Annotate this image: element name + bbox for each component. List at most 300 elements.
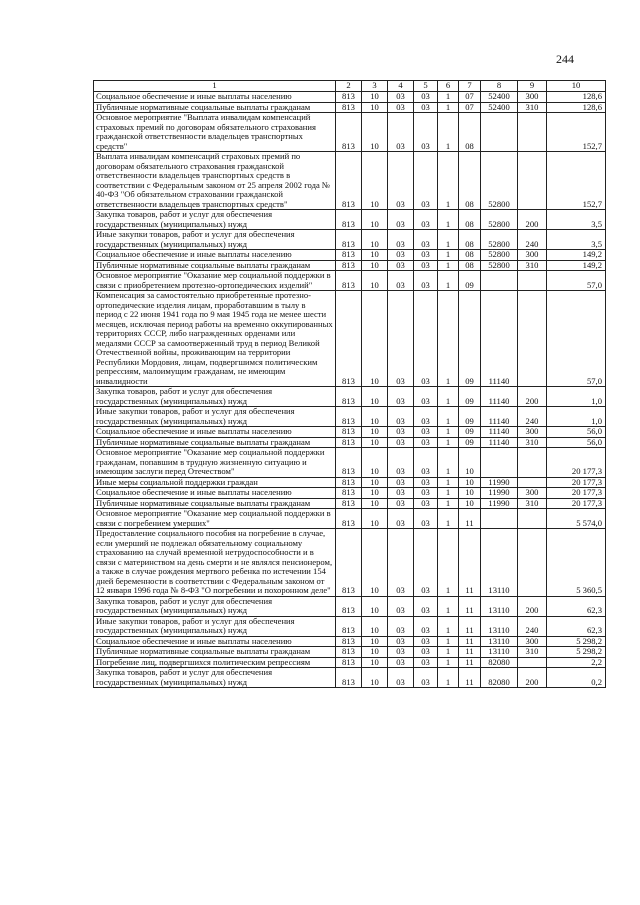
column-header: 8 [481, 81, 518, 92]
table-row [94, 437, 606, 448]
code-cell: 03 [388, 616, 414, 636]
table-row [94, 250, 606, 261]
code-cell: 03 [414, 152, 438, 210]
code-cell: 1 [438, 210, 459, 230]
code-cell: 03 [414, 668, 438, 688]
row-name: Публичные нормативные социальные выплаты гражданам [94, 498, 336, 509]
code-cell: 11 [459, 636, 481, 647]
code-cell: 10 [362, 488, 388, 499]
table-row [94, 260, 606, 271]
row-name: Социальное обеспечение и иные выплаты населению [94, 488, 336, 499]
code-cell: 813 [336, 448, 362, 478]
code-cell: 813 [336, 477, 362, 488]
code-cell: 03 [414, 113, 438, 152]
code-cell: 03 [388, 92, 414, 103]
code-cell: 08 [459, 210, 481, 230]
amount-cell: 128,6 [547, 102, 606, 113]
code-cell: 03 [388, 113, 414, 152]
code-cell: 11140 [481, 407, 518, 427]
row-name: Иные закупки товаров, работ и услуг для обеспечения государственных (муниципальных) нужд [94, 230, 336, 250]
row-name: Социальное обеспечение и иные выплаты населению [94, 250, 336, 261]
table-body [94, 92, 606, 688]
code-cell: 09 [459, 387, 481, 407]
code-cell: 52400 [481, 92, 518, 103]
row-name: Закупка товаров, работ и услуг для обеспечения государственных (муниципальных) нужд [94, 668, 336, 688]
table-row [94, 529, 606, 597]
code-cell: 1 [438, 92, 459, 103]
code-cell: 10 [362, 529, 388, 597]
code-cell: 300 [518, 427, 547, 438]
amount-cell: 152,7 [547, 152, 606, 210]
code-cell: 03 [414, 477, 438, 488]
amount-cell: 62,3 [547, 596, 606, 616]
column-header: 10 [547, 81, 606, 92]
code-cell: 52800 [481, 210, 518, 230]
code-cell: 11140 [481, 387, 518, 407]
table-row [94, 498, 606, 509]
code-cell: 82080 [481, 657, 518, 668]
code-cell: 1 [438, 387, 459, 407]
code-cell: 200 [518, 210, 547, 230]
code-cell: 10 [362, 210, 388, 230]
table-row [94, 596, 606, 616]
code-cell: 03 [388, 291, 414, 387]
code-cell: 11990 [481, 477, 518, 488]
amount-cell: 57,0 [547, 291, 606, 387]
code-cell: 10 [459, 477, 481, 488]
code-cell: 11 [459, 647, 481, 658]
code-cell: 11 [459, 509, 481, 529]
code-cell: 813 [336, 113, 362, 152]
code-cell: 200 [518, 387, 547, 407]
code-cell: 52800 [481, 260, 518, 271]
code-cell: 03 [414, 616, 438, 636]
row-name: Основное мероприятие "Оказание мер социальной поддержки в связи с приобретением протезно-ортопедических изделий" [94, 271, 336, 291]
code-cell: 1 [438, 616, 459, 636]
code-cell: 1 [438, 271, 459, 291]
code-cell: 813 [336, 271, 362, 291]
code-cell: 03 [388, 407, 414, 427]
amount-cell: 5 574,0 [547, 509, 606, 529]
code-cell: 03 [414, 509, 438, 529]
code-cell: 03 [388, 668, 414, 688]
code-cell: 03 [414, 102, 438, 113]
code-cell [481, 113, 518, 152]
code-cell: 1 [438, 488, 459, 499]
row-name: Закупка товаров, работ и услуг для обеспечения государственных (муниципальных) нужд [94, 210, 336, 230]
code-cell: 13110 [481, 636, 518, 647]
table-row [94, 616, 606, 636]
code-cell: 1 [438, 250, 459, 261]
code-cell: 813 [336, 387, 362, 407]
code-cell: 1 [438, 437, 459, 448]
code-cell: 300 [518, 488, 547, 499]
code-cell: 03 [414, 271, 438, 291]
row-name: Социальное обеспечение и иные выплаты населению [94, 636, 336, 647]
code-cell: 11140 [481, 291, 518, 387]
code-cell: 813 [336, 437, 362, 448]
code-cell: 10 [362, 250, 388, 261]
row-name: Публичные нормативные социальные выплаты гражданам [94, 102, 336, 113]
column-header: 5 [414, 81, 438, 92]
code-cell: 10 [362, 668, 388, 688]
table-row [94, 387, 606, 407]
table-row [94, 647, 606, 658]
code-cell: 1 [438, 230, 459, 250]
code-cell: 1 [438, 291, 459, 387]
column-header: 2 [336, 81, 362, 92]
code-cell: 300 [518, 92, 547, 103]
code-cell: 03 [388, 647, 414, 658]
code-cell: 10 [362, 657, 388, 668]
code-cell: 10 [362, 230, 388, 250]
code-cell: 240 [518, 407, 547, 427]
code-cell: 09 [459, 427, 481, 438]
code-cell: 03 [414, 291, 438, 387]
code-cell: 03 [388, 498, 414, 509]
code-cell: 813 [336, 657, 362, 668]
table-row [94, 210, 606, 230]
code-cell: 813 [336, 488, 362, 499]
code-cell: 11 [459, 529, 481, 597]
amount-cell: 20 177,3 [547, 488, 606, 499]
table-row [94, 668, 606, 688]
code-cell: 1 [438, 113, 459, 152]
code-cell: 300 [518, 636, 547, 647]
row-name: Компенсация за самостоятельно приобретенные протезно-ортопедические изделия лицам, проработавшим в тылу в период с 22 июня 1941 года по 9 мая 1945 года не менее шести месяцев, исключая период работы на временно оккупированных территориях СССР, либо награжденных орденами или медалями СССР за самоотверженный труд в период Великой Отечественной войны, проживающим на территории Республики Мордовия, лицам, подвергшимся политическим репрессиям, малоимущим гражданам, не имеющим инвалидности [94, 291, 336, 387]
table-row [94, 92, 606, 103]
code-cell: 10 [362, 113, 388, 152]
code-cell: 13110 [481, 647, 518, 658]
amount-cell: 20 177,3 [547, 477, 606, 488]
code-cell: 1 [438, 668, 459, 688]
code-cell: 813 [336, 616, 362, 636]
code-cell: 03 [414, 596, 438, 616]
code-cell: 09 [459, 271, 481, 291]
code-cell: 03 [414, 230, 438, 250]
code-cell: 03 [388, 488, 414, 499]
code-cell: 813 [336, 647, 362, 658]
code-cell: 1 [438, 448, 459, 478]
row-name: Погребение лиц, подвергшихся политическим репрессиям [94, 657, 336, 668]
code-cell: 03 [388, 230, 414, 250]
amount-cell: 1,0 [547, 387, 606, 407]
code-cell: 11 [459, 596, 481, 616]
code-cell: 813 [336, 498, 362, 509]
code-cell: 10 [362, 271, 388, 291]
code-cell: 310 [518, 647, 547, 658]
code-cell [518, 529, 547, 597]
code-cell: 813 [336, 407, 362, 427]
code-cell: 10 [362, 509, 388, 529]
code-cell [518, 509, 547, 529]
row-name: Публичные нормативные социальные выплаты гражданам [94, 437, 336, 448]
code-cell: 03 [388, 437, 414, 448]
table-row [94, 230, 606, 250]
code-cell: 10 [362, 616, 388, 636]
code-cell: 1 [438, 596, 459, 616]
table-row [94, 102, 606, 113]
column-number-header [94, 81, 606, 92]
code-cell [518, 271, 547, 291]
code-cell: 10 [362, 427, 388, 438]
code-cell [481, 448, 518, 478]
code-cell: 03 [388, 152, 414, 210]
code-cell: 200 [518, 668, 547, 688]
code-cell: 813 [336, 230, 362, 250]
code-cell: 03 [414, 529, 438, 597]
table-row [94, 636, 606, 647]
code-cell: 813 [336, 509, 362, 529]
code-cell: 1 [438, 657, 459, 668]
amount-cell: 20 177,3 [547, 448, 606, 478]
code-cell: 1 [438, 498, 459, 509]
code-cell [518, 291, 547, 387]
code-cell: 10 [459, 498, 481, 509]
code-cell: 11990 [481, 498, 518, 509]
code-cell: 813 [336, 636, 362, 647]
code-cell: 300 [518, 250, 547, 261]
table-row [94, 509, 606, 529]
row-name: Основное мероприятие "Оказание мер социальной поддержки в связи с погребением умерших" [94, 509, 336, 529]
code-cell: 1 [438, 509, 459, 529]
table-row [94, 407, 606, 427]
amount-cell: 1,0 [547, 407, 606, 427]
code-cell: 10 [362, 596, 388, 616]
code-cell [518, 657, 547, 668]
table-row [94, 477, 606, 488]
code-cell: 1 [438, 636, 459, 647]
code-cell: 52800 [481, 152, 518, 210]
code-cell: 1 [438, 427, 459, 438]
code-cell: 10 [362, 291, 388, 387]
code-cell: 03 [414, 448, 438, 478]
row-name: Публичные нормативные социальные выплаты гражданам [94, 260, 336, 271]
code-cell: 11 [459, 657, 481, 668]
code-cell: 03 [414, 636, 438, 647]
row-name: Выплата инвалидам компенсаций страховых премий по договорам обязательного страхования гражданской ответственности владельцев транспортных средств в соответствии с Федеральным законом от 25 апреля 2002 года № 40-ФЗ "Об обязательном страховании гражданской ответственности владельцев транспортных средств" [94, 152, 336, 210]
row-name: Основное мероприятие "Оказание мер социальной поддержки гражданам, попавшим в трудную жизненную ситуацию и имеющим заслуги перед Отечеством" [94, 448, 336, 478]
code-cell: 03 [414, 647, 438, 658]
code-cell: 03 [414, 657, 438, 668]
row-name: Иные закупки товаров, работ и услуг для обеспечения государственных (муниципальных) нужд [94, 616, 336, 636]
code-cell: 1 [438, 260, 459, 271]
code-cell: 10 [362, 437, 388, 448]
page-number: 244 [556, 52, 574, 66]
code-cell: 1 [438, 152, 459, 210]
amount-cell: 5 298,2 [547, 636, 606, 647]
code-cell: 03 [388, 387, 414, 407]
budget-table [93, 80, 606, 688]
code-cell: 03 [414, 260, 438, 271]
code-cell: 11140 [481, 427, 518, 438]
table-row [94, 113, 606, 152]
column-header: 9 [518, 81, 547, 92]
table-row [94, 291, 606, 387]
amount-cell: 5 360,5 [547, 529, 606, 597]
amount-cell: 128,6 [547, 92, 606, 103]
code-cell: 03 [414, 488, 438, 499]
table-row [94, 657, 606, 668]
code-cell: 1 [438, 477, 459, 488]
code-cell: 52800 [481, 250, 518, 261]
code-cell: 10 [362, 498, 388, 509]
table-row [94, 271, 606, 291]
row-name: Предоставление социального пособия на погребение в случае, если умерший не подлежал обязательному социальному страхованию на случай временной нетрудоспособности и в связи с материнством на день смерти и не являлся пенсионером, а также в случае рождения мертвого ребенка по истечении 154 дней беременности в соответствии с Федеральным законом от 12 января 1996 года № 8-ФЗ "О погребении и похоронном деле" [94, 529, 336, 597]
row-name: Иные закупки товаров, работ и услуг для обеспечения государственных (муниципальных) нужд [94, 407, 336, 427]
code-cell: 1 [438, 647, 459, 658]
code-cell: 08 [459, 260, 481, 271]
code-cell: 1 [438, 529, 459, 597]
table-row [94, 427, 606, 438]
code-cell: 03 [388, 448, 414, 478]
code-cell: 03 [414, 407, 438, 427]
code-cell: 10 [459, 488, 481, 499]
row-name: Основное мероприятие "Выплата инвалидам компенсаций страховых премий по договорам обязательного страхования гражданской ответственности владельцев транспортных средств" [94, 113, 336, 152]
code-cell: 13110 [481, 616, 518, 636]
code-cell: 10 [362, 407, 388, 427]
column-header: 1 [94, 81, 336, 92]
code-cell: 08 [459, 230, 481, 250]
amount-cell: 149,2 [547, 250, 606, 261]
table-row [94, 488, 606, 499]
code-cell: 10 [362, 152, 388, 210]
code-cell: 240 [518, 616, 547, 636]
code-cell: 1 [438, 102, 459, 113]
code-cell: 52800 [481, 230, 518, 250]
row-name: Иные меры социальной поддержки граждан [94, 477, 336, 488]
code-cell [518, 152, 547, 210]
code-cell: 813 [336, 92, 362, 103]
code-cell: 11990 [481, 488, 518, 499]
code-cell: 03 [414, 498, 438, 509]
code-cell: 08 [459, 250, 481, 261]
amount-cell: 3,5 [547, 230, 606, 250]
code-cell: 310 [518, 260, 547, 271]
amount-cell: 62,3 [547, 616, 606, 636]
code-cell: 03 [388, 427, 414, 438]
code-cell: 03 [388, 636, 414, 647]
code-cell [518, 477, 547, 488]
code-cell: 10 [362, 387, 388, 407]
code-cell: 13110 [481, 596, 518, 616]
code-cell: 11 [459, 616, 481, 636]
code-cell: 08 [459, 152, 481, 210]
code-cell: 813 [336, 291, 362, 387]
amount-cell: 149,2 [547, 260, 606, 271]
code-cell: 200 [518, 596, 547, 616]
code-cell: 813 [336, 596, 362, 616]
code-cell: 03 [388, 596, 414, 616]
code-cell: 03 [388, 529, 414, 597]
code-cell: 03 [414, 250, 438, 261]
code-cell: 813 [336, 260, 362, 271]
column-header: 4 [388, 81, 414, 92]
table-row [94, 152, 606, 210]
row-name: Социальное обеспечение и иные выплаты населению [94, 427, 336, 438]
code-cell [481, 271, 518, 291]
code-cell: 310 [518, 437, 547, 448]
code-cell [518, 448, 547, 478]
code-cell: 03 [388, 477, 414, 488]
amount-cell: 3,5 [547, 210, 606, 230]
code-cell: 82080 [481, 668, 518, 688]
code-cell: 03 [414, 387, 438, 407]
row-name: Закупка товаров, работ и услуг для обеспечения государственных (муниципальных) нужд [94, 596, 336, 616]
code-cell: 03 [414, 427, 438, 438]
amount-cell: 0,2 [547, 668, 606, 688]
table-row [94, 448, 606, 478]
code-cell: 1 [438, 407, 459, 427]
code-cell: 03 [414, 92, 438, 103]
code-cell: 03 [388, 509, 414, 529]
code-cell: 11140 [481, 437, 518, 448]
code-cell: 310 [518, 102, 547, 113]
code-cell: 10 [362, 636, 388, 647]
code-cell: 07 [459, 92, 481, 103]
code-cell: 813 [336, 427, 362, 438]
code-cell: 310 [518, 498, 547, 509]
code-cell: 03 [388, 102, 414, 113]
code-cell [518, 113, 547, 152]
amount-cell: 20 177,3 [547, 498, 606, 509]
column-header: 7 [459, 81, 481, 92]
amount-cell: 56,0 [547, 437, 606, 448]
code-cell: 10 [362, 92, 388, 103]
code-cell: 09 [459, 407, 481, 427]
amount-cell: 57,0 [547, 271, 606, 291]
code-cell: 10 [362, 102, 388, 113]
code-cell: 10 [362, 477, 388, 488]
code-cell: 03 [414, 437, 438, 448]
amount-cell: 56,0 [547, 427, 606, 438]
code-cell: 813 [336, 152, 362, 210]
column-header: 6 [438, 81, 459, 92]
code-cell: 08 [459, 113, 481, 152]
code-cell: 11 [459, 668, 481, 688]
code-cell: 10 [362, 260, 388, 271]
row-name: Публичные нормативные социальные выплаты гражданам [94, 647, 336, 658]
code-cell: 03 [388, 250, 414, 261]
amount-cell: 2,2 [547, 657, 606, 668]
code-cell: 03 [388, 260, 414, 271]
code-cell: 813 [336, 210, 362, 230]
code-cell: 03 [414, 210, 438, 230]
code-cell [481, 509, 518, 529]
code-cell: 07 [459, 102, 481, 113]
code-cell: 03 [388, 271, 414, 291]
amount-cell: 152,7 [547, 113, 606, 152]
code-cell: 10 [459, 448, 481, 478]
code-cell: 09 [459, 291, 481, 387]
code-cell: 813 [336, 102, 362, 113]
code-cell: 10 [362, 647, 388, 658]
amount-cell: 5 298,2 [547, 647, 606, 658]
code-cell: 10 [362, 448, 388, 478]
row-name: Закупка товаров, работ и услуг для обеспечения государственных (муниципальных) нужд [94, 387, 336, 407]
code-cell: 03 [388, 210, 414, 230]
column-header: 3 [362, 81, 388, 92]
code-cell: 240 [518, 230, 547, 250]
code-cell: 03 [388, 657, 414, 668]
code-cell: 09 [459, 437, 481, 448]
code-cell: 813 [336, 250, 362, 261]
code-cell: 813 [336, 529, 362, 597]
code-cell: 13110 [481, 529, 518, 597]
code-cell: 813 [336, 668, 362, 688]
row-name: Социальное обеспечение и иные выплаты населению [94, 92, 336, 103]
code-cell: 52400 [481, 102, 518, 113]
